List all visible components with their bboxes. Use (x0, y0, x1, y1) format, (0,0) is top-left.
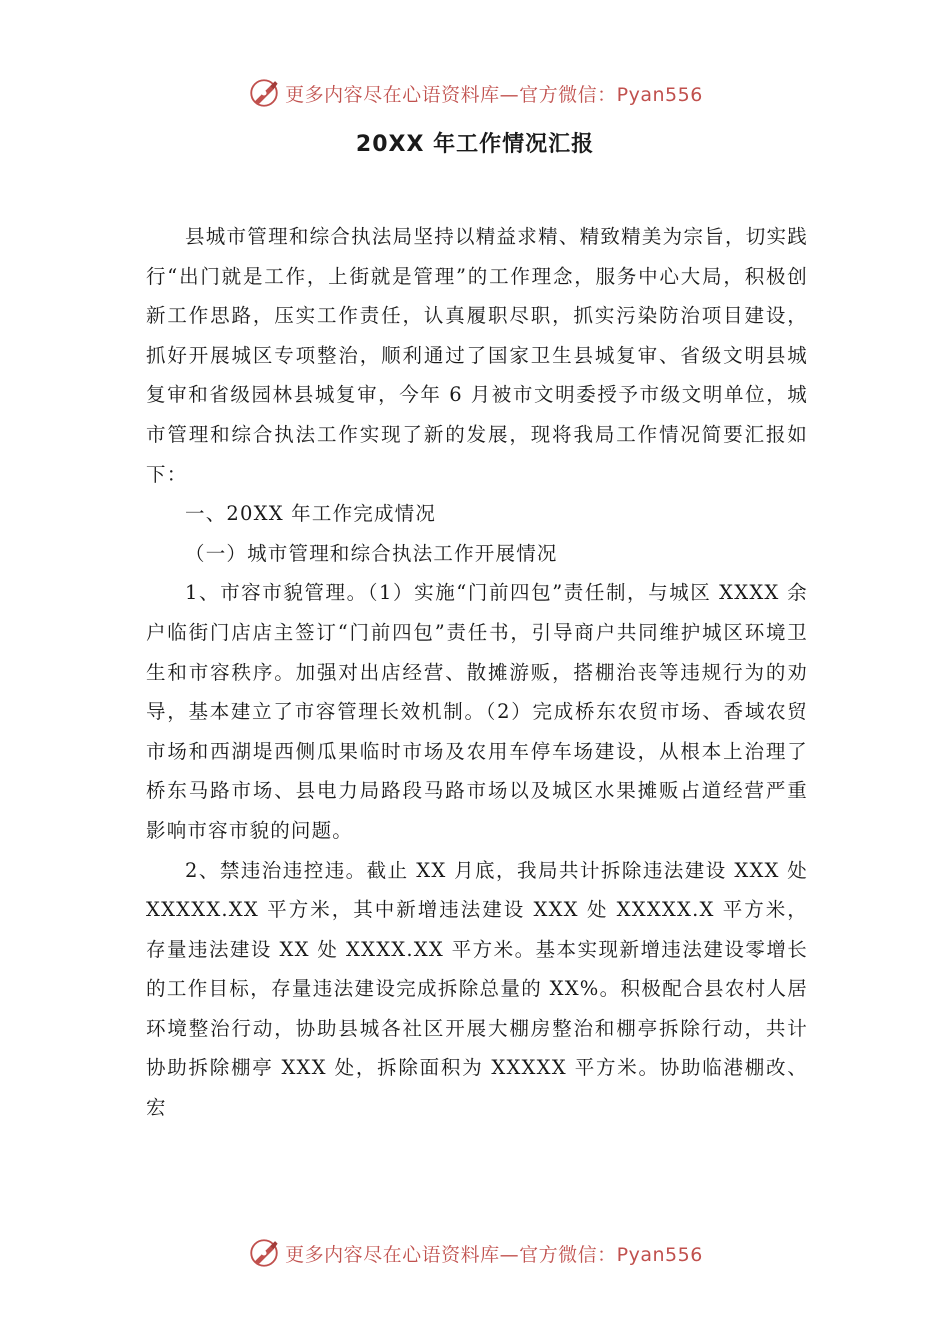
watermark-text: 更多内容尽在心语资料库—官方微信：Pyan556 (285, 83, 703, 106)
header-watermark (0, 73, 950, 113)
item-paragraph-1: 1、市容市貌管理。（1）实施“门前四包”责任制，与城区 XXXX 余户临街门店店主签订“门前四包”责任书，引导商户共同维护城区环境卫生和市容秩序。加强对出店经营、散摊游贩，搭棚治丧等违规行为的劝导，基本建立了市容管理长效机制。（2）完成桥东农贸市场、香域农贸市场和西湖堤西侧瓜果临时市场及农用车停车场建设，从根本上治理了桥东马路市场、县电力局路段马路市场以及城区水果摊贩占道经营严重影响市容市貌的问题。 (146, 581, 808, 842)
document-body (146, 217, 808, 1128)
footer-watermark (0, 1233, 950, 1273)
pen-logo-icon (247, 76, 281, 110)
item-paragraph-2: 2、禁违治违控违。截止 XX 月底，我局共计拆除违法建设 XXX 处 XXXXX.XX 平方米，其中新增违法建设 XXX 处 XXXXX.X 平方米，存量违法建设 XX 处 XXXX.XX 平方米。基本实现新增违法建设零增长的工作目标，存量违法建设完成拆除总量的 XX%。积极配合县农村人居环境整治行动，协助县城各社区开展大棚房整治和棚亭拆除行动，共计协助拆除棚亭 XXX 处，拆除面积为 XXXXX 平方米。协助临港棚改、宏 (146, 858, 808, 1120)
watermark-text: 更多内容尽在心语资料库—官方微信：Pyan556 (285, 1243, 703, 1266)
section-heading: 一、20XX 年工作完成情况 (185, 502, 437, 526)
intro-paragraph: 县城市管理和综合执法局坚持以精益求精、精致精美为宗旨，切实践行“出门就是工作，上街就是管理”的工作理念，服务中心大局，积极创新工作思路，压实工作责任，认真履职尽职，抓实污染防治项目建设，抓好开展城区专项整治，顺利通过了国家卫生县城复审、省级文明县城复审和省级园林县城复审，今年 6 月被市文明委授予市级文明单位，城市管理和综合执法工作实现了新的发展，现将我局工作情况简要汇报如下： (146, 225, 808, 486)
document-title: 20XX 年工作情况汇报 (355, 132, 595, 157)
subsection-heading: （一）城市管理和综合执法工作开展情况 (185, 541, 558, 565)
pen-logo-icon (247, 1236, 281, 1270)
